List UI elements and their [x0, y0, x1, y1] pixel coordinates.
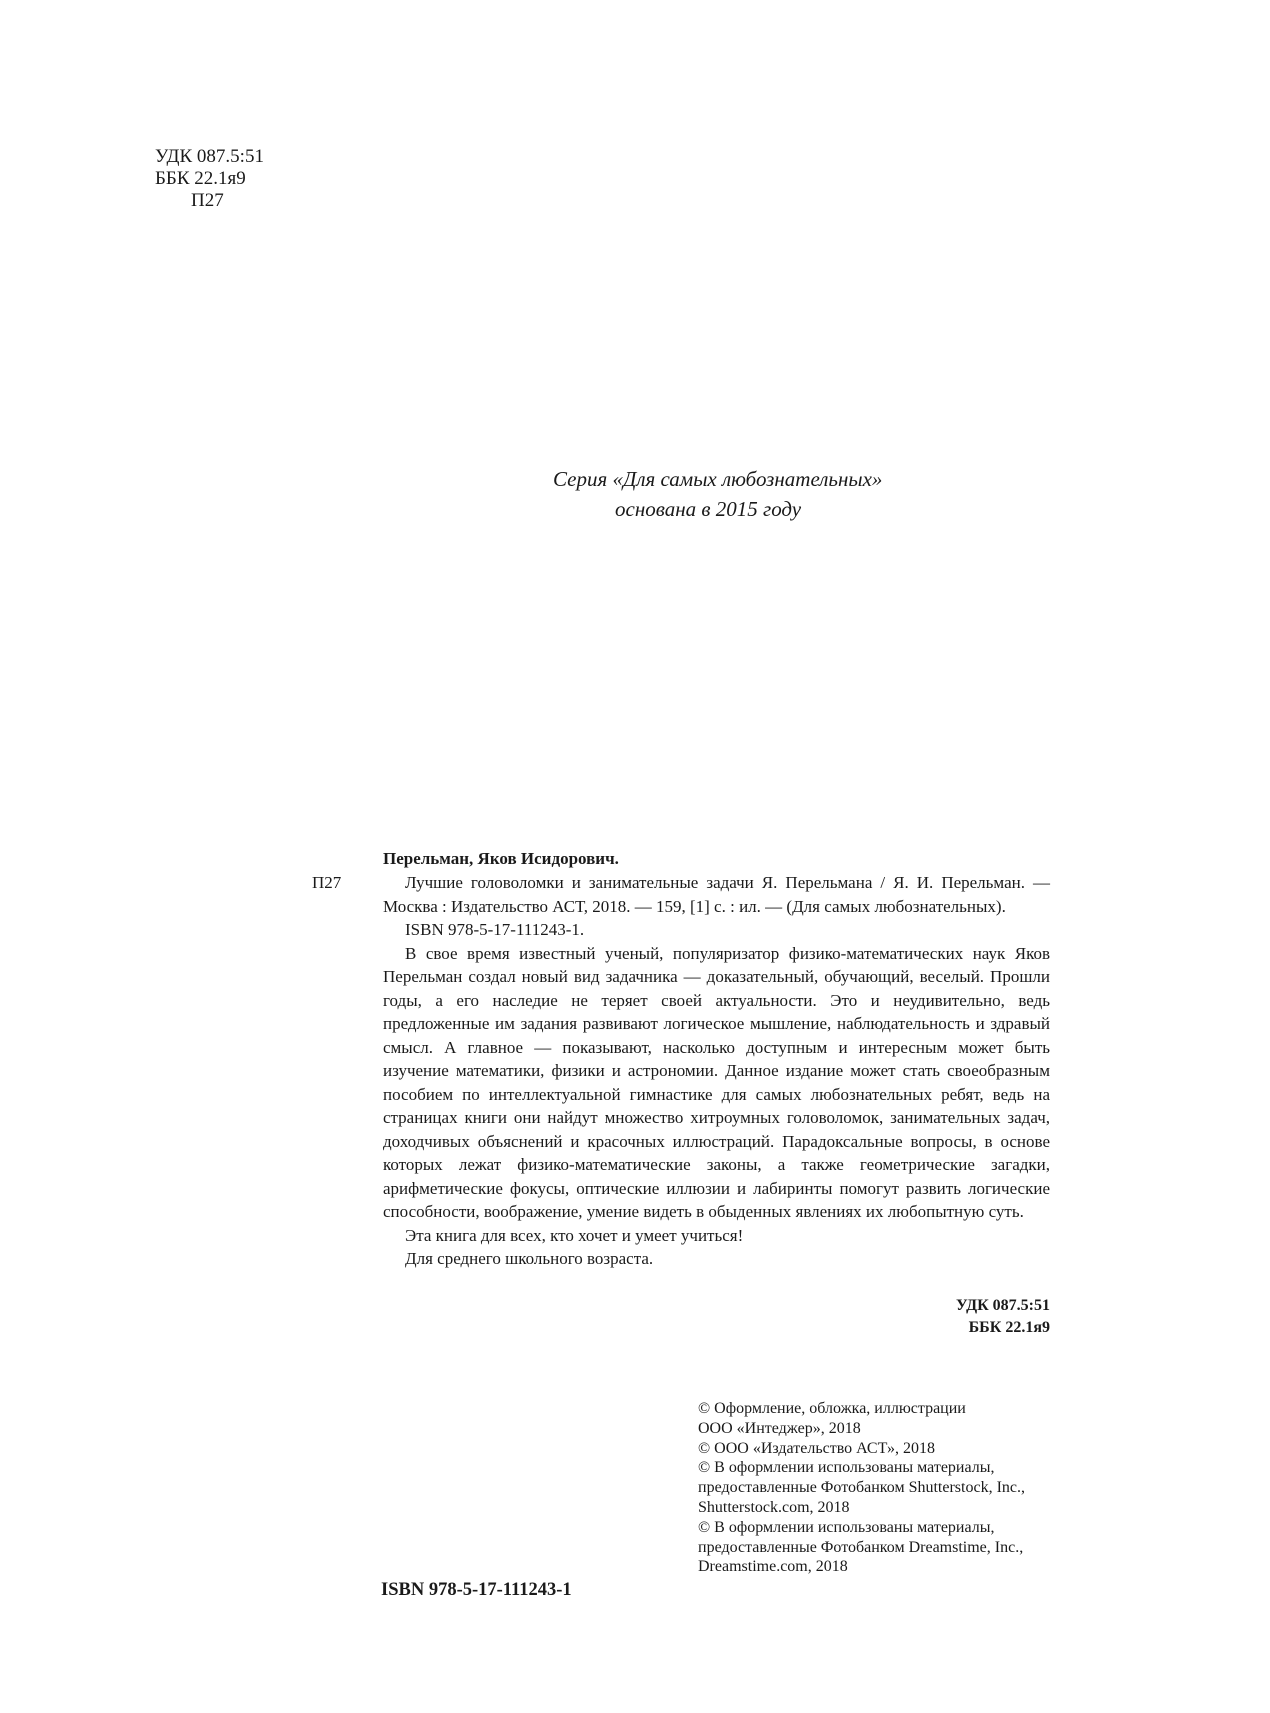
bbk-code: ББК 22.1я9 — [155, 168, 246, 189]
card-author-mark: П27 — [312, 873, 342, 892]
copyright-line: © В оформлении использованы материалы, — [698, 1518, 995, 1536]
copyright-line: © В оформлении использованы материалы, — [698, 1459, 995, 1477]
card-description: Лучшие головоломки и занимательные задачи Я. Перельмана / Я. И. Перельман. — Москва : Издательство АСТ, 2018. — 159, [1] с. : ил. — (Для самых любознательных). — [383, 873, 1050, 916]
copyright-line: предоставленные Фотобанком Dreamstime, Inc., — [698, 1538, 1024, 1556]
card-body — [383, 871, 1050, 1271]
card-author: Перельман, Яков Исидорович. — [383, 849, 619, 868]
copyright-line: © ООО «Издательство АСТ», 2018 — [698, 1439, 935, 1457]
card-audience: Эта книга для всех, кто хочет и умеет учиться! — [405, 1225, 744, 1245]
udk-code: УДК 087.5:51 — [155, 146, 264, 167]
copyright-line: ООО «Интеджер», 2018 — [698, 1419, 861, 1437]
copyright-line: Shutterstock.com, 2018 — [698, 1498, 850, 1516]
copyright-block — [698, 1399, 1025, 1577]
isbn-bottom: ISBN 978-5-17-111243-1 — [381, 1580, 572, 1600]
author-mark: П27 — [191, 190, 224, 211]
copyright-line: © Оформление, обложка, иллюстрации — [698, 1400, 966, 1417]
classification-codes-bottom — [383, 1295, 1050, 1339]
series-line-1: Серия «Для самых любознательных» — [553, 467, 883, 491]
card-isbn: ISBN 978-5-17-111243-1. — [405, 920, 585, 939]
copyright-line: Dreamstime.com, 2018 — [698, 1558, 848, 1576]
card-age: Для среднего школьного возраста. — [405, 1249, 654, 1268]
card-annotation: В свое время известный ученый, популяризатор физико-математических наук Яков Перельман создал новый вид задачника — доказательный, обучающий, веселый. Прошли годы, а его наследие не теряет своей актуальности. Это и неудивительно, ведь предложенные им задания развивают логическое мышление, наблюдательность и здравый смысл. А главное — показывают, насколько доступным и интересным может быть изучение математики, физики и астрономии. Данное издание может стать своеобразным пособием по интеллектуальной гимнастике для самых любознательных ребят, ведь на страницах книги они найдут множество хитроумных головоломок, занимательных задач, доходчивых объяснений и красочных иллюстраций. Парадоксальные вопросы, в основе которых лежат физико-математические законы, а также геометрические загадки, арифметические фокусы, оптические иллюзии и лабиринты помогут развить логические способности, воображение, умение видеть в обыденных явлениях их любопытную суть. — [383, 943, 1050, 1221]
classification-codes-top — [155, 146, 264, 212]
series-note — [553, 464, 882, 524]
copyright-line: предоставленные Фотобанком Shutterstock, Inc., — [698, 1479, 1026, 1497]
bbk-code-bottom: ББК 22.1я9 — [968, 1319, 1050, 1336]
series-line-2: основана в 2015 году — [615, 497, 802, 521]
udk-code-bottom: УДК 087.5:51 — [955, 1297, 1050, 1314]
